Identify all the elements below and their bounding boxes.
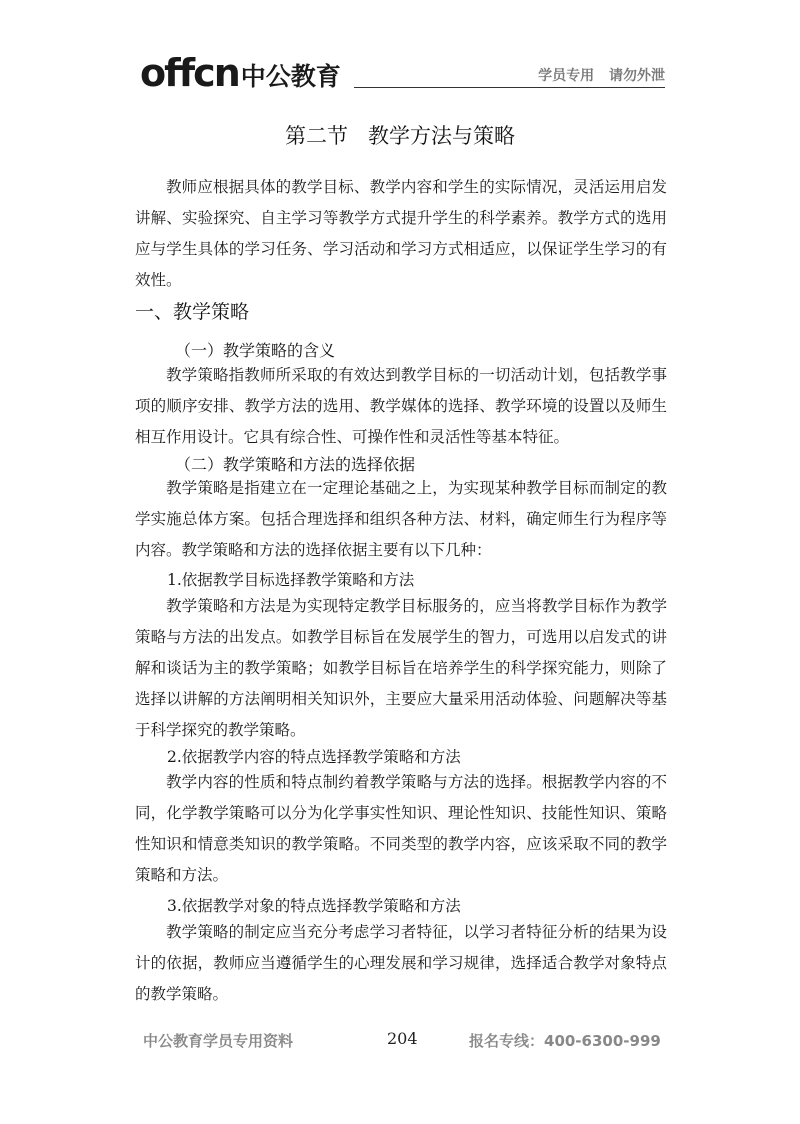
logo-wordmark: offcn [140, 51, 239, 95]
item-text-learners: 教学策略的制定应当充分考虑学习者特征，以学习者特征分析的结果为设计的依据，教师应当遵循学生的心理发展和学习规律，选择适合教学对象特点的教学策略。 [135, 923, 667, 1003]
section-title [0, 120, 800, 150]
subheading-definition: （一）教学策略的含义 [175, 341, 336, 360]
section-number: 第二节 [285, 124, 348, 148]
logo-chinese-name: 中公教育 [240, 62, 341, 91]
selection-basis-paragraph: 教学策略是指建立在一定理论基础之上，为实现某种教学目标而制定的教学实施总体方案。包括合理选择和组织各种方法、材料，确定师生行为程序等内容。教学策略和方法的选择依据主要有以下几种： [135, 479, 667, 559]
item-label-objectives: 1.依据教学目标选择教学策略和方法 [167, 571, 415, 589]
page-header [140, 40, 665, 95]
subheading-selection-basis: （二）教学策略和方法的选择依据 [175, 455, 416, 474]
offcn-logo [140, 51, 341, 95]
header-rule [354, 87, 665, 88]
definition-paragraph: 教学策略指教师所采取的有效达到教学目标的一切活动计划，包括教学事项的顺序安排、教学方法的选用、教学媒体的选择、教学环境的设置以及师生相互作用设计。它具有综合性、可操作性和灵活性等基本特征。 [135, 366, 667, 446]
item-text-content: 教学内容的性质和特点制约着教学策略与方法的选择。根据教学内容的不同，化学教学策略可以分为化学事实性知识、理论性知识、技能性知识、策略性知识和情意类知识的教学策略。不同类型的教学内容，应该采取不同的教学策略和方法。 [135, 773, 667, 884]
footer-hotline: 报名专线：400-6300-999 [469, 1032, 661, 1050]
footer-material-label: 中公教育学员专用资料 [143, 1032, 294, 1050]
intro-paragraph: 教师应根据具体的教学目标、教学内容和学生的实际情况，灵活运用启发讲解、实验探究、自主学习等教学方式提升学生的科学素养。教学方式的选用应与学生具体的学习任务、学习活动和学习方式相适应，以保证学生学习的有效性。 [135, 178, 667, 289]
item-text-objectives: 教学策略和方法是为实现特定教学目标服务的，应当将教学目标作为教学策略与方法的出发点。如教学目标旨在发展学生的智力，可选用以启发式的讲解和谈话为主的教学策略；如教学目标旨在培养学生的科学探究能力，则除了选择以讲解的方法阐明相关知识外，主要应大量采用活动体验、问题解决等基于科学探究的教学策略。 [135, 597, 667, 739]
item-label-learners: 3.依据教学对象的特点选择教学策略和方法 [167, 897, 461, 915]
heading-teaching-strategy: 一、教学策略 [135, 301, 250, 323]
item-label-content: 2.依据教学内容的特点选择教学策略和方法 [167, 748, 461, 766]
page-number: 204 [387, 1029, 418, 1048]
header-confidential-note: 学员专用 请勿外泄 [538, 68, 665, 84]
section-name: 教学方法与策略 [368, 124, 515, 148]
